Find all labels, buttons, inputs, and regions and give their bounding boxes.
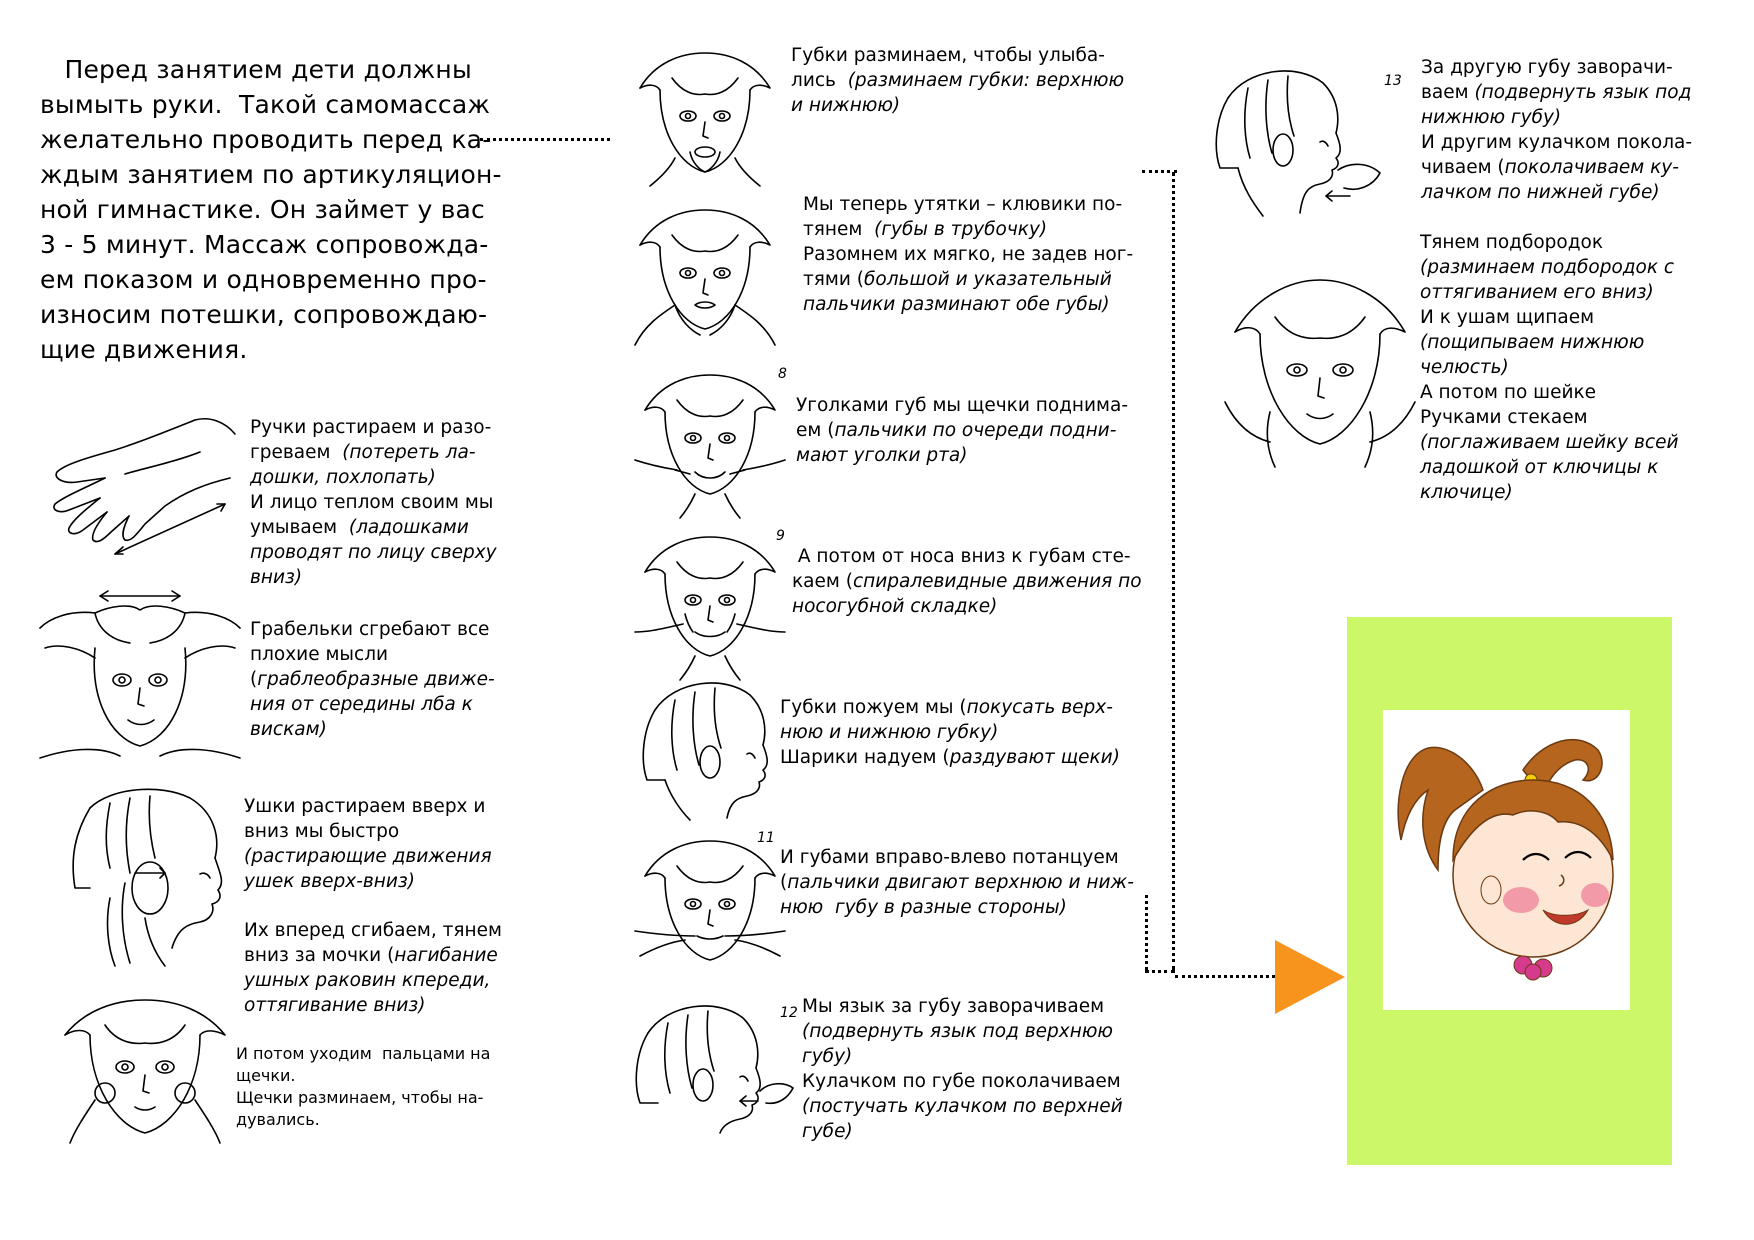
step-line [250, 440, 505, 465]
step-line-text: Губки разминаем, чтобы улыба- [791, 45, 1105, 66]
step-line [791, 68, 1151, 93]
dotted-connector-vertical [1172, 172, 1175, 970]
step-line [780, 720, 1150, 745]
step-line-text: Их вперед сгибаем, тянем [244, 920, 502, 941]
dotted-connector-top [480, 138, 610, 141]
step-line [1420, 305, 1720, 330]
lips-knead-illustration [630, 48, 780, 188]
step-line-note: (подвернуть язык под [1474, 82, 1692, 103]
step-line-note: (подвернуть язык под верхнюю [802, 1021, 1113, 1042]
step-line [244, 794, 509, 819]
step-line [802, 1019, 1152, 1044]
step-line [236, 1109, 516, 1131]
step-line [1421, 130, 1721, 155]
step-text-tongue-upper [802, 994, 1152, 1144]
step-line [780, 870, 1155, 895]
step-line [792, 569, 1162, 594]
step-line-note: (растирающие движения [244, 846, 492, 867]
step-line-text: ваем [1421, 82, 1475, 103]
step-line [236, 1043, 516, 1065]
step-line-note: вискам) [250, 719, 327, 740]
step-line-note: большой и указательный [863, 269, 1112, 290]
step-line-text: Ручки растираем и разо- [250, 417, 492, 438]
step-line-text: Ушки растираем вверх и [244, 796, 486, 817]
forehead-massage-illustration [40, 588, 240, 763]
step-line [1421, 180, 1721, 205]
nose-to-lips-illustration [635, 532, 785, 682]
tongue-upper-profile-illustration [628, 993, 798, 1133]
step-line-text: И губами вправо-влево потанцуем [780, 847, 1119, 868]
step-line-text: А потом по шейке [1420, 382, 1597, 403]
step-line [250, 415, 505, 440]
step-number-9: 9 [776, 528, 785, 544]
step-line-text: плохие мысли [250, 644, 389, 665]
step-line [802, 1044, 1152, 1069]
lips-dance-illustration [635, 836, 788, 976]
step-line-note: (губы в трубочку) [874, 219, 1048, 240]
step-line-note: нюю губу в разные стороны) [780, 897, 1067, 918]
step-text-nose-to-lips [792, 544, 1162, 619]
intro-line: вымыть руки. Такой самомассаж [40, 90, 491, 119]
step-line-note: пальчики разминают обе губы) [803, 294, 1110, 315]
step-text-chin [1420, 230, 1720, 505]
step-line [1420, 380, 1720, 405]
step-line [1420, 455, 1720, 480]
step-line [1420, 405, 1720, 430]
step-line-text: Шарики надуем ( [780, 747, 950, 768]
step-text-cheeks [236, 1043, 516, 1131]
step-line-note: проводят по лицу сверху [250, 542, 497, 563]
step-line [1420, 480, 1720, 505]
step-line [780, 845, 1155, 870]
step-line [792, 544, 1162, 569]
step-line-text: ем ( [796, 420, 835, 441]
step-line [802, 994, 1152, 1019]
step-line-note: поколачиваем ку- [1504, 157, 1679, 178]
step-line-note: (пощипываем нижнюю [1420, 332, 1645, 353]
step-line-text: За другую губу заворачи- [1421, 57, 1673, 78]
step-line-text: Губки пожуем мы ( [780, 697, 967, 718]
chew-lips-profile-illustration [635, 670, 775, 820]
step-line [803, 192, 1163, 217]
step-number-11: 11 [757, 830, 775, 846]
step-line-text: А потом от носа вниз к губам сте- [792, 546, 1131, 567]
step-line [1421, 105, 1721, 130]
intro-line: износим потешки, сопровождаю- [40, 300, 488, 329]
step-line-note: ушек вверх-вниз) [244, 871, 415, 892]
step-line [791, 93, 1151, 118]
step-number-8: 8 [778, 366, 787, 382]
step-line [244, 943, 509, 968]
step-line [780, 695, 1150, 720]
step-line-note: нюю и нижнюю губку) [780, 722, 999, 743]
orange-pointer-arrow [1275, 940, 1345, 1014]
step-number-12: 12 [780, 1005, 798, 1021]
step-line [1420, 430, 1720, 455]
step-line-text: И другим кулачком покола- [1421, 132, 1693, 153]
tongue-lower-profile-illustration [1208, 58, 1388, 218]
step-line-note: (разминаем подбородок с [1420, 257, 1675, 278]
step-line-note: (потереть ла- [342, 442, 476, 463]
step-text-lip-corners [796, 393, 1156, 468]
step-line [250, 692, 505, 717]
step-line [796, 418, 1156, 443]
step-text-rub-hands [250, 415, 505, 590]
step-line-note: пальчики двигают верхнюю и ниж- [787, 872, 1134, 893]
chin-massage-illustration [1225, 272, 1415, 472]
ducklings-illustration [630, 205, 780, 350]
step-line [1420, 280, 1720, 305]
step-line [1421, 155, 1721, 180]
step-line-text: дувались. [236, 1110, 320, 1129]
step-text-ears-rub [244, 794, 509, 894]
step-line [250, 540, 505, 565]
step-line [244, 844, 509, 869]
step-line [803, 217, 1163, 242]
step-line [244, 968, 509, 993]
step-line [250, 490, 505, 515]
step-line [803, 267, 1163, 292]
step-line [236, 1065, 516, 1087]
step-text-chew-lips [780, 695, 1150, 770]
step-line [780, 745, 1150, 770]
step-line-text: Кулачком по губе поколачиваем [802, 1071, 1121, 1092]
step-text-ears-bend [244, 918, 509, 1018]
dotted-connector-to-arrow [1175, 975, 1275, 978]
step-line-note: (разминаем губки: верхнюю [847, 70, 1125, 91]
step-line [802, 1119, 1152, 1144]
step-line-note: ния от середины лба к [250, 694, 473, 715]
girl-picture-card [1383, 710, 1630, 1010]
step-line [791, 43, 1151, 68]
step-line-text: И потом уходим пальцами на [236, 1044, 491, 1063]
step-line-text: Тянем подбородок [1420, 232, 1604, 253]
step-line [244, 993, 509, 1018]
intro-line: ной гимнастике. Он займет у вас [40, 195, 485, 224]
step-line-text: вниз за мочки ( [244, 945, 395, 966]
step-line [1420, 230, 1720, 255]
step-line-text: щечки. [236, 1066, 296, 1085]
step-line-text: Щечки разминаем, чтобы на- [236, 1088, 484, 1107]
rubbing-hands-illustration [45, 412, 245, 562]
step-line-text: И к ушам щипаем [1420, 307, 1595, 328]
step-line-note: покусать верх- [966, 697, 1113, 718]
step-line-note: граблеобразные движе- [257, 669, 495, 690]
step-line-text: И лицо теплом своим мы [250, 492, 494, 513]
step-line [244, 819, 509, 844]
step-line [1420, 255, 1720, 280]
step-line-text: греваем [250, 442, 343, 463]
step-line [250, 465, 505, 490]
step-line [1421, 55, 1721, 80]
step-line-note: нижнюю губу) [1421, 107, 1562, 128]
step-line [780, 895, 1155, 920]
intro-line: 3 - 5 минут. Массаж сопровожда- [40, 230, 489, 259]
step-line-note: раздувают щеки) [949, 747, 1120, 768]
step-line-note: спиралевидные движения по [852, 571, 1142, 592]
step-text-lips-knead [791, 43, 1151, 118]
step-line-text: ( [250, 669, 258, 690]
step-line [802, 1094, 1152, 1119]
step-line [796, 443, 1156, 468]
step-line-note: челюсть) [1420, 357, 1509, 378]
step-line-note: ладошкой от ключицы к [1420, 457, 1659, 478]
step-line-text: вниз мы быстро [244, 821, 400, 842]
step-text-tongue-lower [1421, 55, 1721, 205]
step-line-note: дошки, похлопать) [250, 467, 436, 488]
step-line-text: Ручками стекаем [1420, 407, 1588, 428]
step-line [250, 667, 505, 692]
step-line-note: оттягиванием его вниз) [1420, 282, 1654, 303]
step-line-text: тянем [803, 219, 875, 240]
step-line-note: оттягивание вниз) [244, 995, 426, 1016]
step-line [244, 869, 509, 894]
step-line-text: ( [780, 872, 788, 893]
step-line-text: Грабельки сгребают все [250, 619, 490, 640]
step-line [250, 717, 505, 742]
intro-line: желательно проводить перед ка- [40, 125, 492, 154]
step-line [1420, 330, 1720, 355]
step-line-note: мают уголки рта) [796, 445, 968, 466]
step-line [1420, 355, 1720, 380]
step-line-note: пальчики по очереди подни- [834, 420, 1117, 441]
step-line-text: Разомнем их мягко, не задев ног- [803, 244, 1134, 265]
step-line-text: Уголками губ мы щечки поднима- [796, 395, 1129, 416]
step-line-note: (поглаживаем шейку всей [1420, 432, 1679, 453]
intro-line: ждым занятием по артикуляцион- [40, 160, 502, 189]
step-line-note: ключице) [1420, 482, 1513, 503]
step-line [1421, 80, 1721, 105]
intro-line: щие движения. [40, 335, 248, 364]
step-line [803, 242, 1163, 267]
step-line-text: умываем [250, 517, 349, 538]
step-line-note: губе) [802, 1121, 853, 1142]
step-text-rakes [250, 617, 505, 742]
step-line-text: Мы теперь утятки – клювики по- [803, 194, 1123, 215]
intro-line: Перед занятием дети должны [40, 55, 472, 84]
step-line-text: лись [791, 70, 848, 91]
dotted-connector-bottom [1145, 970, 1175, 973]
step-line [802, 1069, 1152, 1094]
step-line [796, 393, 1156, 418]
step-line-text: Мы язык за губу заворачиваем [802, 996, 1105, 1017]
smiling-girl-illustration [1383, 710, 1630, 1010]
step-line-note: вниз) [250, 567, 303, 588]
step-line [250, 617, 505, 642]
lip-corners-illustration [635, 370, 785, 520]
intro-line: ем показом и одновременно про- [40, 265, 487, 294]
step-line-note: губу) [802, 1046, 853, 1067]
step-line [803, 292, 1163, 317]
step-line [236, 1087, 516, 1109]
step-line [250, 515, 505, 540]
step-text-ducklings [803, 192, 1163, 317]
step-line-note: нагибание [394, 945, 498, 966]
step-line-note: ушных раковин кпереди, [244, 970, 491, 991]
step-line-text: чиваем ( [1421, 157, 1505, 178]
intro-paragraph [40, 52, 510, 367]
step-text-lips-dance [780, 845, 1155, 920]
step-line-note: (постучать кулачком по верхней [802, 1096, 1123, 1117]
step-line-text: каем ( [792, 571, 853, 592]
cheek-massage-illustration [55, 995, 235, 1145]
step-line-note: (ладошками [348, 517, 469, 538]
ear-rub-illustration [50, 778, 230, 968]
step-line [250, 642, 505, 667]
step-line [792, 594, 1162, 619]
step-line-note: лачком по нижней губе) [1421, 182, 1660, 203]
step-number-13: 13 [1384, 73, 1402, 89]
step-line-text: тями ( [803, 269, 864, 290]
step-line-note: носогубной складке) [792, 596, 998, 617]
step-line [250, 565, 505, 590]
step-line [244, 918, 509, 943]
step-line-note: и нижнюю) [791, 95, 901, 116]
